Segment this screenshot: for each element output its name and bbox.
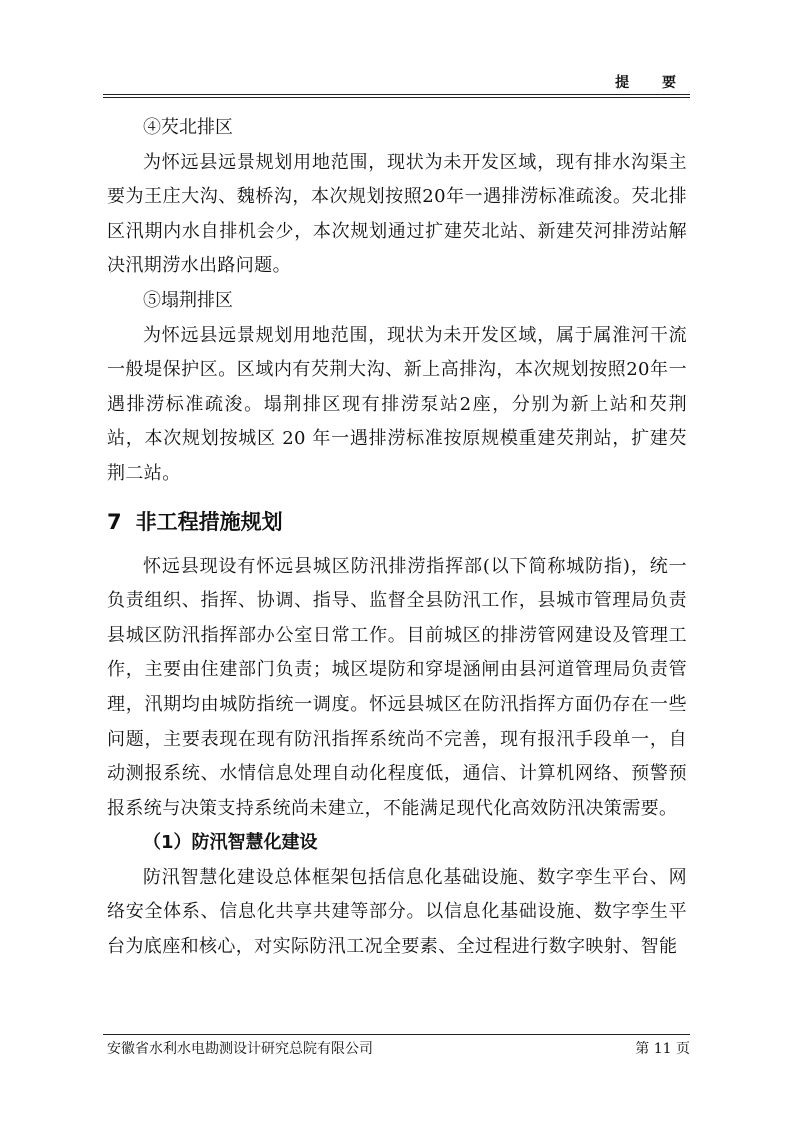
paragraph-smart-flood: 防汛智慧化建设总体框架包括信息化基础设施、数字孪生平台、网络安全体系、信息化共享共建等部分。以信息化基础设施、数字孪生平台为底座和核心，对实际防汛工况全要素、全过程进行数字映射、智能 — [107, 866, 687, 958]
section-title: 非工程措施规划 — [135, 509, 283, 534]
section-heading — [107, 504, 687, 540]
header-divider — [103, 94, 690, 98]
running-header: 提 要 — [615, 75, 690, 91]
paragraph-qianbei: 为怀远县远景规划用地范围，现状为未开发区域，现有排水沟渠主要为王庄大沟、魏桥沟，本次规划按照20年一遇排涝标准疏浚。芡北排区汛期内水自排机会少，本次规划通过扩建芡北站、新建芡河排涝站解决汛期涝水出路问题。 — [107, 151, 687, 277]
paragraph-non-engineering: 怀远县现设有怀远县城区防汛排涝指挥部(以下简称城防指)，统一负责组织、指挥、协调、指导、监督全县防汛工作，县城市管理局负责县城区防汛指挥部办公室日常工作。目前城区的排涝管网建设及管理工作，主要由住建部门负责；城区堤防和穿堤涵闸由县河道管理局负责管理，汛期均由城防指统一调度。怀远县城区在防汛指挥方面仍存在一些问题，主要表现在现有防汛指挥系统尚不完善，现有报汛手段单一，自动测报系统、水情信息处理自动化程度低，通信、计算机网络、预警预报系统与决策支持系统尚未建立，不能满足现代化高效防汛决策需要。 — [107, 555, 687, 819]
page-number: 第 11 页 — [635, 1041, 690, 1057]
subsection-heading-smart-flood: （1）防汛智慧化建设 — [143, 832, 318, 854]
footer-organization: 安徽省水利水电勘测设计研究总院有限公司 — [107, 1041, 373, 1057]
subsection-heading-tajing: ⑤塌荆排区 — [143, 289, 233, 311]
section-number: 7 — [107, 509, 122, 534]
paragraph-tajing: 为怀远县远景规划用地范围，现状为未开发区域，属于属淮河干流一般堤保护区。区域内有芡荆大沟、新上高排沟，本次规划按照20年一遇排涝标准疏浚。塌荆排区现有排涝泵站2座，分别为新上站和芡荆站，本次规划按城区 20 年一遇排涝标准按原规模重建芡荆站，扩建芡荆二站。 — [107, 324, 687, 484]
subsection-heading-qianbei: ④芡北排区 — [143, 117, 233, 138]
footer-divider — [103, 1034, 690, 1035]
document-body — [107, 111, 687, 965]
